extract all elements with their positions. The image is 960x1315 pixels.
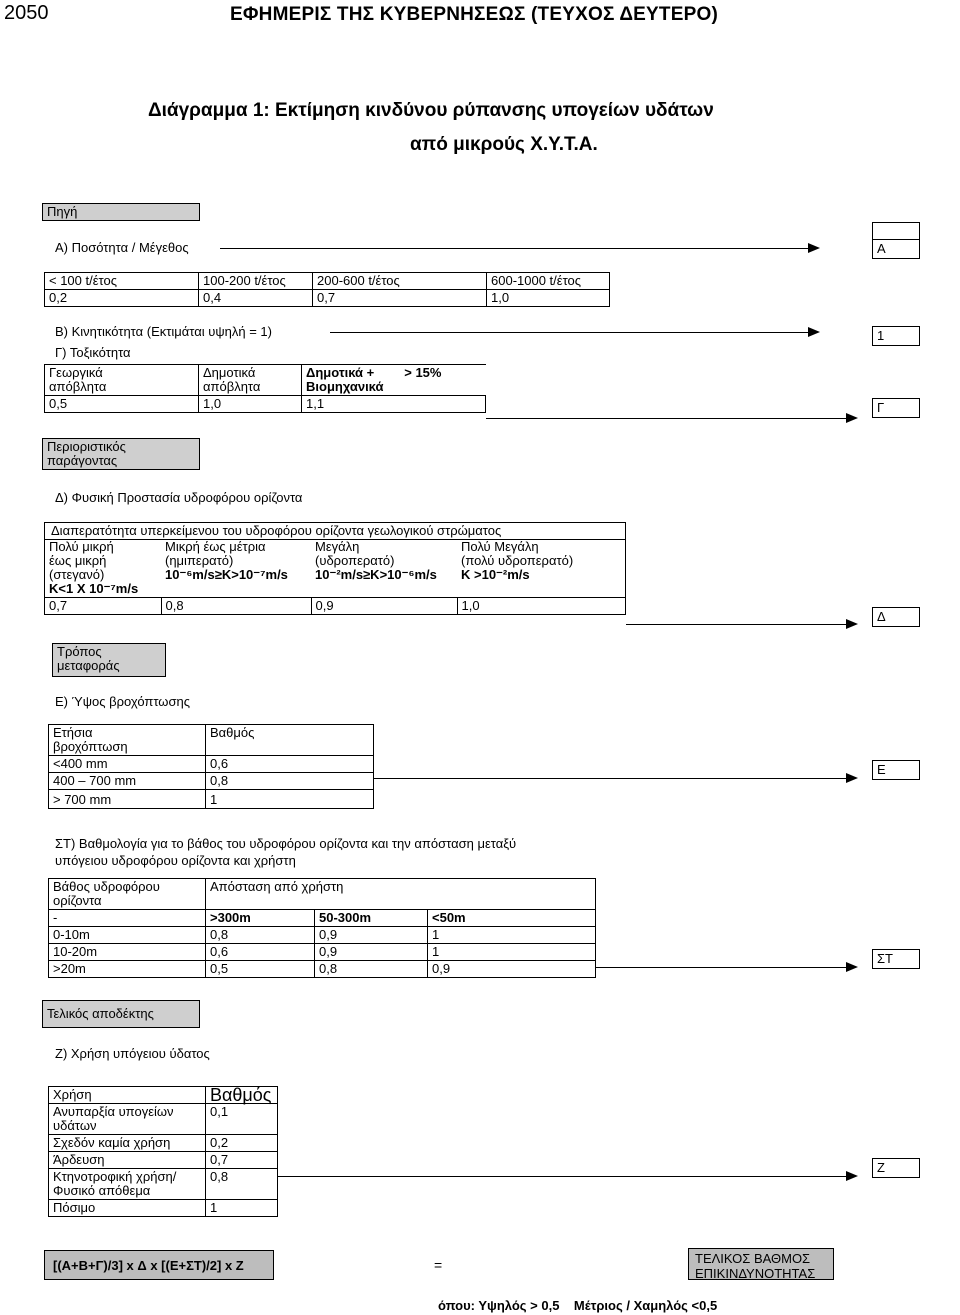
result-e-box: Ε <box>872 760 920 780</box>
rainfall-label: Ε) Ύψος βροχόπτωσης <box>55 694 190 709</box>
protection-cat-3-line3: 10⁻²m/s≥K>10⁻⁶m/s <box>315 567 437 582</box>
diagram-title-line2: από μικρούς Χ.Υ.Τ.Α. <box>410 134 598 155</box>
arrow-a-head <box>808 243 820 253</box>
toxicity-cat-3-line1: Δημοτικά + <box>306 365 375 380</box>
quantity-cat-3: 200-600 t/έτος <box>313 273 487 290</box>
protection-table <box>44 539 626 615</box>
use-r2-label: Σχεδόν καμία χρήση <box>49 1135 206 1152</box>
depth-r1-c4: 1 <box>428 927 596 944</box>
protection-cat-1-line4: K<1 X 10⁻⁷m/s <box>49 581 139 596</box>
protection-cat-4-line2: (πολύ υδροπερατό) <box>461 553 574 568</box>
rainfall-range-3: > 700 mm <box>49 790 206 809</box>
limiting-heading-line2: παράγοντας <box>47 453 118 468</box>
result-b-box: 1 <box>872 326 920 346</box>
depth-r1-c2: 0,8 <box>206 927 315 944</box>
mobility-label: Β) Κινητικότητα (Εκτιμάται υψηλή = 1) <box>55 324 272 339</box>
use-r1-line2: υδάτων <box>53 1118 97 1133</box>
final-score-line2: ΕΠΙΚΙΝΔΥΝΟΤΗΤΑΣ <box>695 1266 816 1281</box>
protection-cat-2-line3: 10⁻⁶m/s≥K>10⁻⁷m/s <box>165 567 288 582</box>
rainfall-range-2: 400 – 700 mm <box>49 773 206 790</box>
depth-r1-c3: 0,9 <box>315 927 428 944</box>
toxicity-cat-1 <box>45 365 199 396</box>
arrow-d-head <box>846 619 858 629</box>
limiting-heading-line1: Περιοριστικός <box>47 439 126 454</box>
depth-subhead-2: >300m <box>206 910 315 927</box>
toxicity-val-1: 0,5 <box>45 396 199 413</box>
protection-cat-3-line1: Μεγάλη <box>315 539 360 554</box>
protection-cat-2-line1: Μικρή έως μέτρια <box>165 539 266 554</box>
result-d-box: Δ <box>872 607 920 627</box>
toxicity-table <box>44 364 486 413</box>
arrow-e-head <box>846 773 858 783</box>
protection-cat-3 <box>311 539 457 598</box>
protection-cat-1-line2: έως μικρή <box>49 553 107 568</box>
arrow-z-head <box>846 1171 858 1181</box>
transport-heading-line1: Τρόπος <box>57 644 102 659</box>
rainfall-score-2: 0,8 <box>206 773 374 790</box>
depth-col-1-line1: Βάθος υδροφόρου <box>53 879 160 894</box>
protection-val-2: 0,8 <box>161 598 311 615</box>
depth-r3-c2: 0,5 <box>206 961 315 978</box>
protection-cat-1 <box>45 539 162 598</box>
toxicity-cat-2 <box>199 365 302 396</box>
formula-equals: = <box>434 1257 443 1273</box>
depth-subhead-3: 50-300m <box>315 910 428 927</box>
final-score-line1: ΤΕΛΙΚΟΣ ΒΑΘΜΟΣ <box>695 1251 811 1266</box>
protection-cat-4-line1: Πολύ Μεγάλη <box>461 539 539 554</box>
depth-col-1-line2: ορίζοντα <box>53 893 102 908</box>
protection-val-1: 0,7 <box>45 598 162 615</box>
quantity-val-1: 0,2 <box>45 290 199 307</box>
section-transport-heading <box>52 643 166 677</box>
toxicity-cat-1-line2: απόβλητα <box>49 379 107 394</box>
toxicity-cat-1-line1: Γεωργικά <box>49 365 103 380</box>
toxicity-val-3: 1,1 <box>302 396 486 413</box>
result-a-box: Α <box>872 239 920 259</box>
arrow-b-line <box>330 332 808 333</box>
arrow-d-line <box>626 624 846 625</box>
protection-cat-1-line1: Πολύ μικρή <box>49 539 114 554</box>
page-number: 2050 <box>4 2 49 24</box>
result-z-box: Ζ <box>872 1158 920 1178</box>
toxicity-cat-3-line2: Βιομηχανικά <box>306 379 384 394</box>
arrow-st-head <box>846 962 858 972</box>
rainfall-col-1-line1: Ετήσια <box>53 725 93 740</box>
quantity-val-2: 0,4 <box>199 290 313 307</box>
risk-formula: [(Α+Β+Γ)/3] x Δ x [(Ε+ΣΤ)/2] x Ζ <box>44 1250 274 1280</box>
result-st-box: ΣΤ <box>872 949 920 969</box>
journal-title: ΕΦΗΜΕΡΙΣ ΤΗΣ ΚΥΒΕΡΝΗΣΕΩΣ (ΤΕΥΧΟΣ ΔΕΥΤΕΡΟ) <box>230 4 718 25</box>
use-col-2: Βαθμός <box>206 1087 278 1104</box>
protection-label: Δ) Φυσική Προστασία υδροφόρου ορίζοντα <box>55 490 303 505</box>
protection-val-3: 0,9 <box>311 598 457 615</box>
use-table <box>48 1086 278 1217</box>
depth-col-2: Απόσταση από χρήστη <box>206 879 596 910</box>
use-r1-score: 0,1 <box>206 1104 278 1135</box>
protection-cat-2 <box>161 539 311 598</box>
quantity-cat-4: 600-1000 t/έτος <box>487 273 610 290</box>
use-r4-score: 0,8 <box>206 1169 278 1200</box>
use-r2-score: 0,2 <box>206 1135 278 1152</box>
depth-r2-c1: 10-20m <box>49 944 206 961</box>
toxicity-val-2: 1,0 <box>199 396 302 413</box>
depth-r3-c1: >20m <box>49 961 206 978</box>
use-r3-label: Άρδευση <box>49 1152 206 1169</box>
arrow-st-line <box>596 967 846 968</box>
protection-val-4: 1,0 <box>457 598 626 615</box>
protection-cat-4 <box>457 539 626 598</box>
quantity-cat-1: < 100 t/έτος <box>45 273 199 290</box>
use-r5-label: Πόσιμο <box>49 1200 206 1217</box>
use-col-1: Χρήση <box>49 1087 206 1104</box>
depth-subhead-4: <50m <box>428 910 596 927</box>
section-receptor-heading: Τελικός αποδέκτης <box>42 1000 200 1028</box>
result-g-box: Γ <box>872 398 920 418</box>
depth-r2-c2: 0,6 <box>206 944 315 961</box>
toxicity-cat-2-line1: Δημοτικά <box>203 365 256 380</box>
depth-col-1 <box>49 879 206 910</box>
arrow-z-line <box>278 1176 846 1177</box>
toxicity-cat-3 <box>302 365 486 396</box>
result-a-top <box>872 222 920 239</box>
protection-cat-4-line3: K >10⁻²m/s <box>461 567 530 582</box>
use-r4-line2: Φυσικό απόθεμα <box>53 1183 151 1198</box>
transport-heading-line2: μεταφοράς <box>57 658 120 673</box>
quantity-val-3: 0,7 <box>313 290 487 307</box>
rainfall-score-1: 0,6 <box>206 756 374 773</box>
arrow-a-line <box>220 248 808 249</box>
depth-r3-c3: 0,8 <box>315 961 428 978</box>
use-r3-score: 0,7 <box>206 1152 278 1169</box>
arrow-g-head <box>846 413 858 423</box>
depth-label-line1: ΣΤ) Βαθμολογία για το βάθος του υδροφόρου ορίζοντα και την απόσταση μεταξύ <box>55 836 517 851</box>
section-limiting-heading <box>42 438 200 470</box>
rainfall-range-1: <400 mm <box>49 756 206 773</box>
protection-cat-1-line3: (στεγανό) <box>49 567 105 582</box>
use-r5-score: 1 <box>206 1200 278 1217</box>
rainfall-table <box>48 724 374 809</box>
arrow-e-line <box>374 778 846 779</box>
rainfall-col-2: Βαθμός <box>206 725 374 756</box>
depth-subhead-1: - <box>49 910 206 927</box>
use-label: Ζ) Χρήση υπόγειου ύδατος <box>55 1046 210 1061</box>
section-source-heading: Πηγή <box>42 203 200 221</box>
rainfall-score-3: 1 <box>206 790 374 809</box>
toxicity-label: Γ) Τοξικότητα <box>55 345 131 360</box>
quantity-val-4: 1,0 <box>487 290 610 307</box>
protection-cat-3-line2: (υδροπερατό) <box>315 553 395 568</box>
diagram-title-line1: Διάγραμμα 1: Εκτίμηση κινδύνου ρύπανσης υπογείων υδάτων <box>148 100 714 121</box>
use-r1-line1: Ανυπαρξία υπογείων <box>53 1104 174 1119</box>
arrow-b-head <box>808 327 820 337</box>
use-r4-line1: Κτηνοτροφική χρήση/ <box>53 1169 177 1184</box>
final-risk-score-box <box>688 1248 834 1280</box>
toxicity-cat-2-line2: απόβλητα <box>203 379 261 394</box>
toxicity-cat-3-pct: > 15% <box>404 365 442 380</box>
depth-r3-c4: 0,9 <box>428 961 596 978</box>
quantity-cat-2: 100-200 t/έτος <box>199 273 313 290</box>
protection-cat-2-line2: (ημιπερατό) <box>165 553 234 568</box>
quantity-label: Α) Ποσότητα / Μέγεθος <box>55 240 189 255</box>
rainfall-col-1-line2: βροχόπτωση <box>53 739 128 754</box>
quantity-table <box>44 272 610 307</box>
arrow-g-line <box>486 418 846 419</box>
use-r1-label <box>49 1104 206 1135</box>
depth-table <box>48 878 596 978</box>
protection-table-title: Διαπερατότητα υπερκείμενου του υδροφόρου ορίζοντα γεωλογικού στρώματος <box>44 522 626 540</box>
use-r4-label <box>49 1169 206 1200</box>
threshold-note: όπου: Υψηλός > 0,5 Μέτριος / Χαμηλός <0,5 <box>438 1298 718 1313</box>
depth-r2-c3: 0,9 <box>315 944 428 961</box>
depth-r1-c1: 0-10m <box>49 927 206 944</box>
depth-r2-c4: 1 <box>428 944 596 961</box>
depth-label-line2: υπόγειου υδροφόρου ορίζοντα και χρήστη <box>55 853 296 868</box>
rainfall-col-1 <box>49 725 206 756</box>
